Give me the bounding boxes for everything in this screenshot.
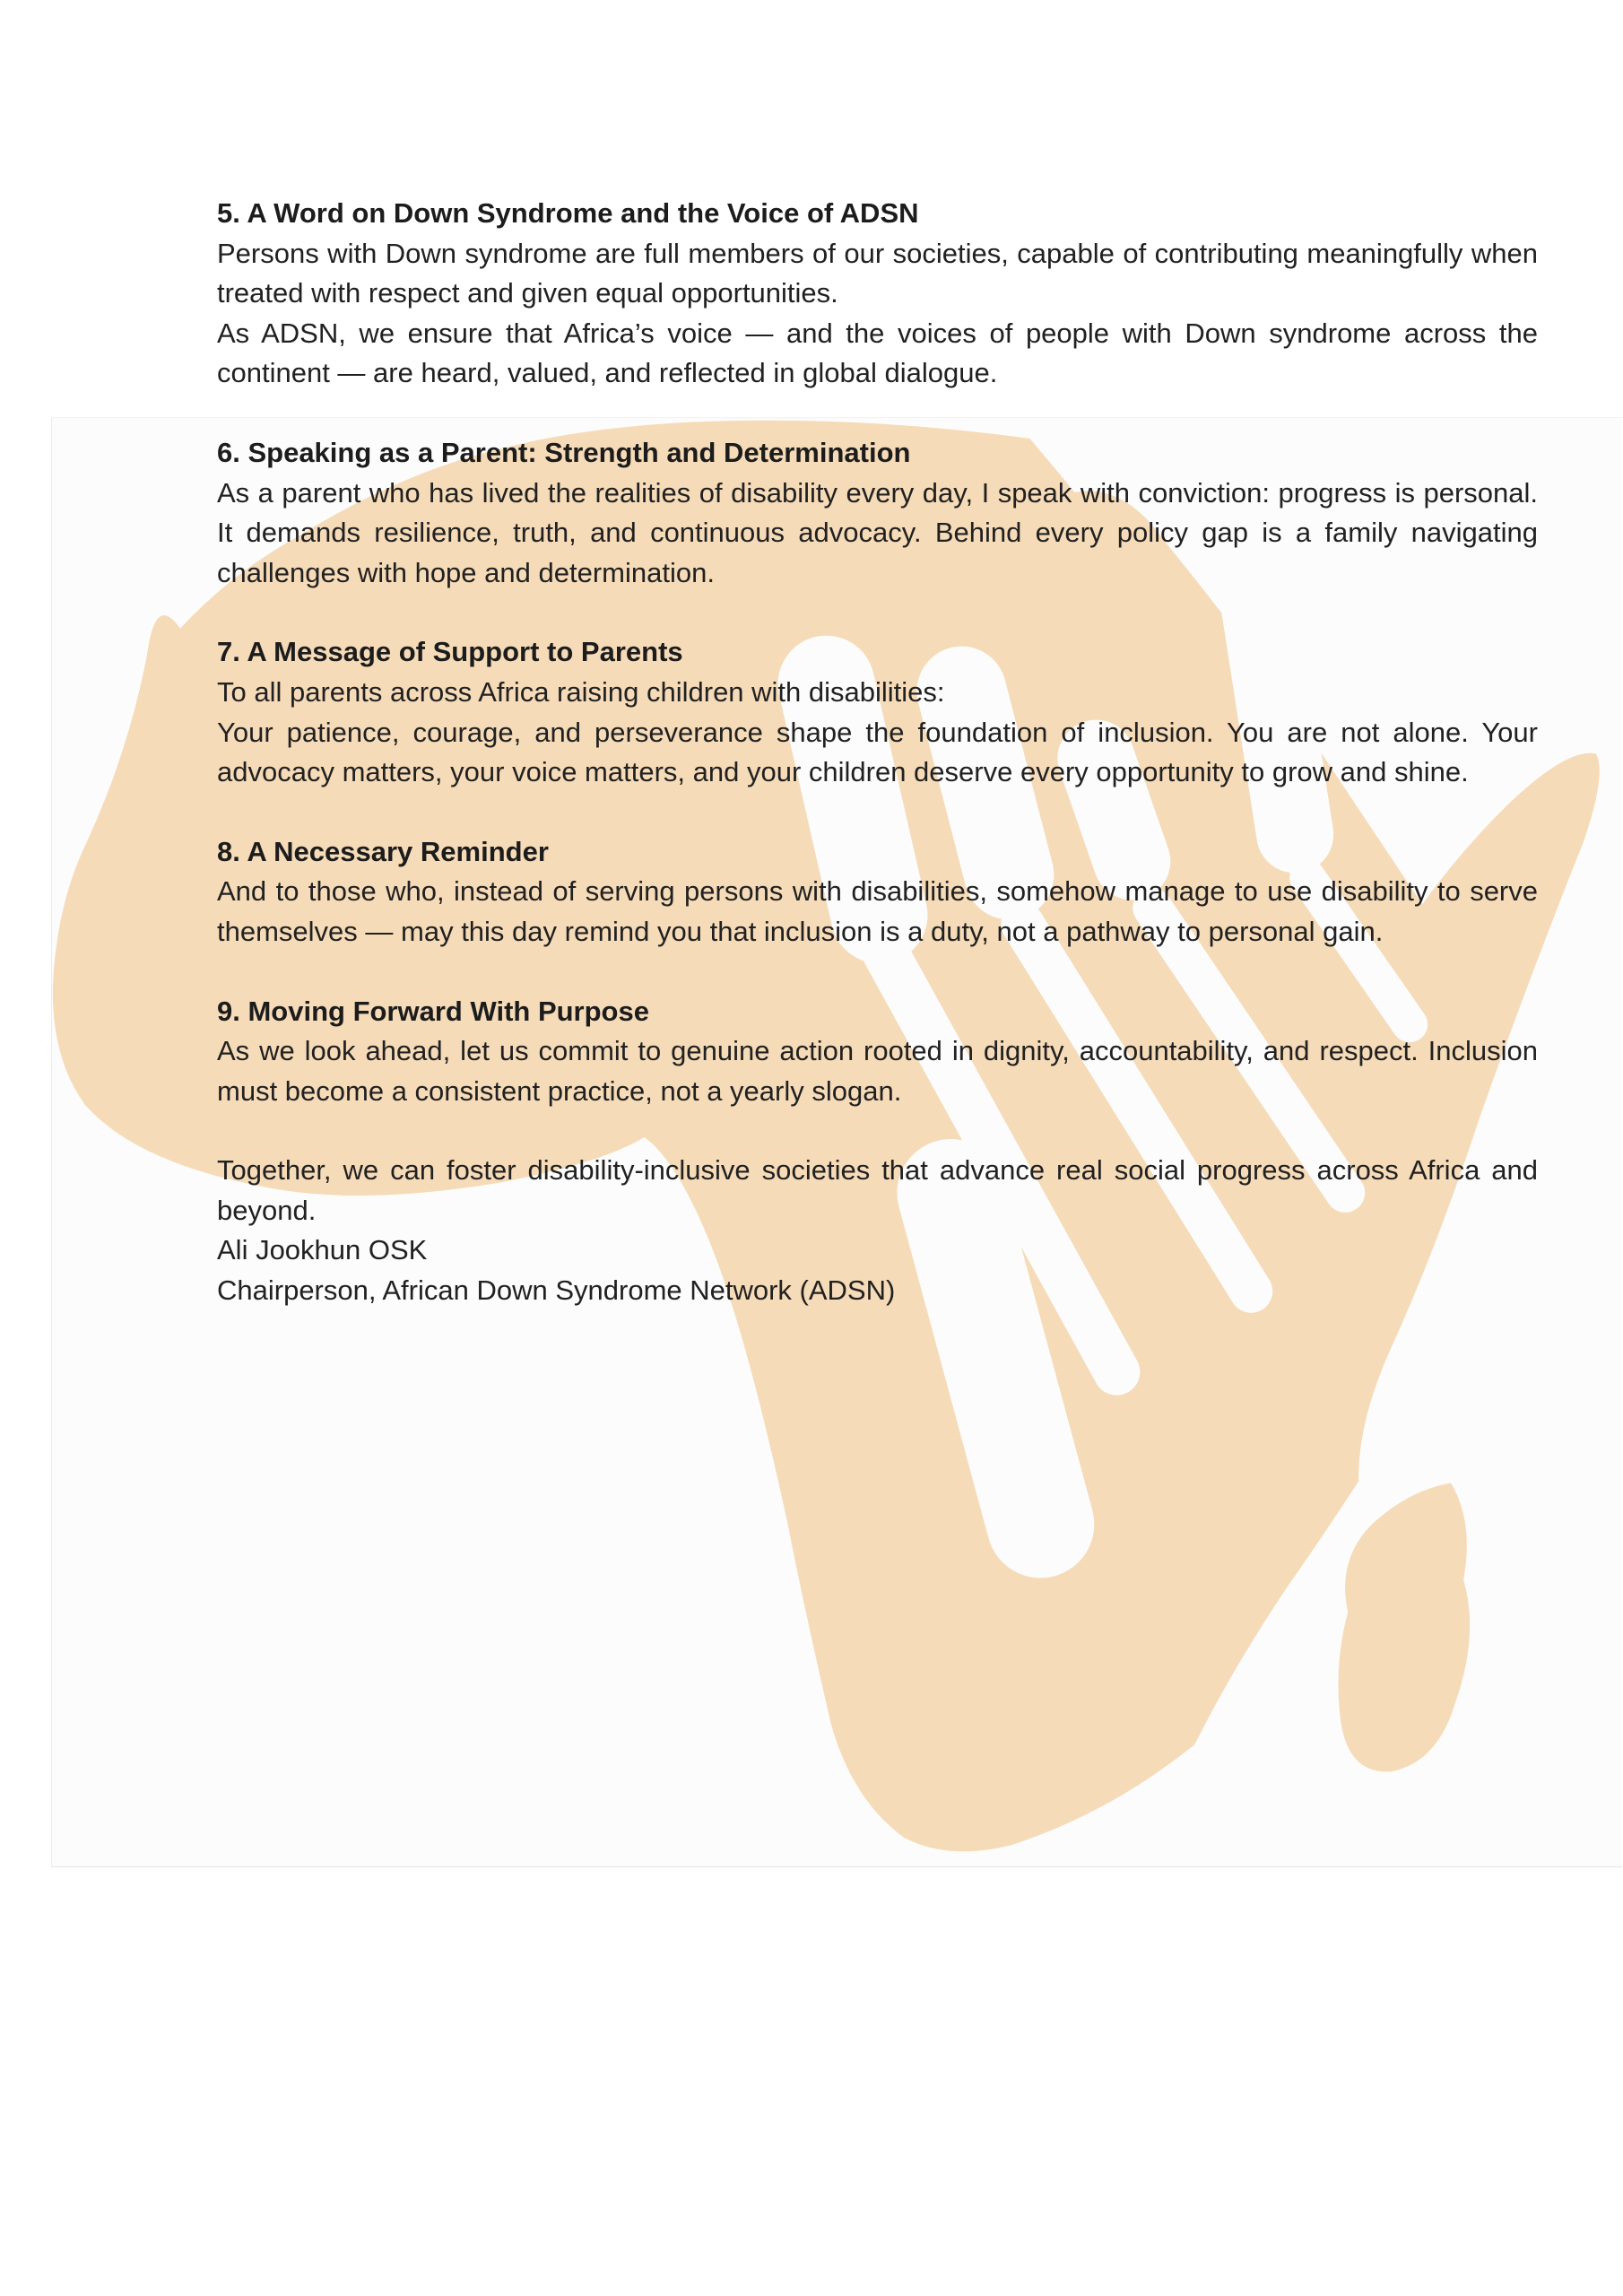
section-7-paragraph-2: Your patience, courage, and perseverance shape the foundation of inclusion. You are not alone. Your advocacy matters, your voice matters, and your children deserve every opportunity to grow and shine. [217,716,1538,788]
section-6 [217,433,1538,593]
section-9 [217,992,1538,1112]
section-8-paragraph-1: And to those who, instead of serving persons with disabilities, somehow manage to use disability to serve themselves — may this day remind you that inclusion is a duty, not a pathway to personal gain. [217,875,1538,947]
section-5-heading: 5. A Word on Down Syndrome and the Voice of ADSN [217,197,919,229]
section-9-heading: 9. Moving Forward With Purpose [217,995,649,1027]
section-5 [217,194,1538,394]
madagascar-shape [1339,1483,1471,1772]
section-5-paragraph-1: Persons with Down syndrome are full members of our societies, capable of contributing meaningfully when treated with respect and given equal opportunities. [217,237,1538,309]
section-7 [217,632,1538,792]
document-body [217,194,1538,1311]
signature-name: Ali Jookhun OSK [217,1234,428,1266]
section-7-heading: 7. A Message of Support to Parents [217,636,683,668]
section-6-paragraph-1: As a parent who has lived the realities of disability every day, I speak with conviction: progress is personal. It demands resilience, truth, and continuous advocacy. Behind every policy gap is a family navigating challenges with hope and determination. [217,476,1538,588]
signature-title: Chairperson, African Down Syndrome Network (ADSN) [217,1274,896,1307]
signature-block [217,1231,1538,1310]
section-5-paragraph-2: As ADSN, we ensure that Africa’s voice — and the voices of people with Down syndrome across the continent — are heard, valued, and reflected in global dialogue. [217,317,1538,389]
section-7-paragraph-1: To all parents across Africa raising children with disabilities: [217,675,945,708]
section-9-paragraph-1: As we look ahead, let us commit to genuine action rooted in dignity, accountability, and respect. Inclusion must become a consistent practice, not a yearly slogan. [217,1035,1538,1107]
closing-paragraph: Together, we can foster disability-inclusive societies that advance real social progress across Africa and beyond. [217,1154,1538,1226]
section-8-heading: 8. A Necessary Reminder [217,835,549,867]
section-6-heading: 6. Speaking as a Parent: Strength and Determination [217,436,911,468]
section-8 [217,832,1538,952]
